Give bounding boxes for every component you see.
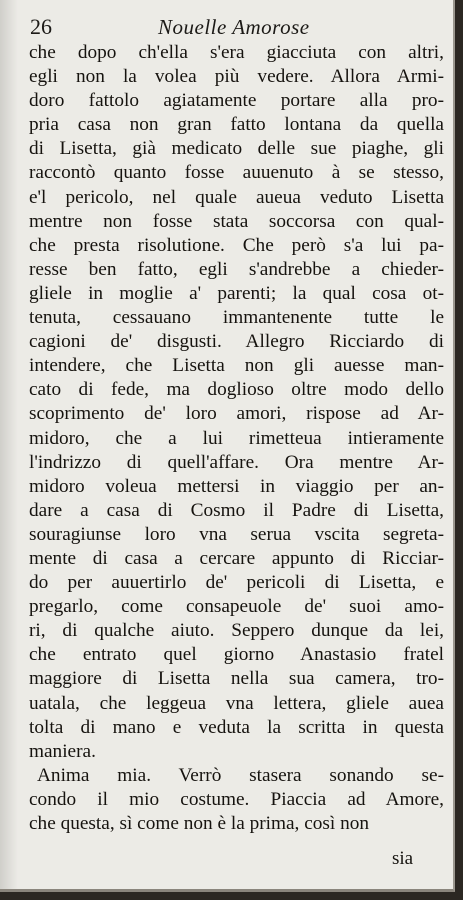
page-header [30, 14, 440, 44]
text-line: mente di casa a cercare appunto di Ricciar- [29, 547, 444, 569]
text-line: egli non la volea più vedere. Allora Armi- [29, 66, 444, 88]
text-line: souragiunse loro vna serua vscita segreta- [29, 523, 444, 545]
text-line: che questa, sì come non è la prima, così non [29, 813, 370, 834]
text-line: intendere, che Lisetta non gli auesse man- [29, 355, 444, 377]
text-line: l'indrizzo di quell'affare. Ora mentre Ar- [29, 451, 444, 473]
body-text [29, 41, 444, 836]
text-line: che dopo ch'ella s'era giacciuta con altri, [29, 42, 444, 63]
text-line: dare a casa di Cosmo il Padre di Lisetta, [29, 499, 444, 521]
text-line: scoprimento de' loro amori, rispose ad Ar- [29, 403, 444, 425]
text-line: pria casa non gran fatto lontana da quella [29, 114, 444, 136]
text-line: Anima mia. Verrò stasera sonando se- [37, 764, 444, 786]
text-line: do per auuertirlo de' pericoli di Lisetta, e [29, 572, 444, 594]
text-line: che entrato quel giorno Anastasio fratel [29, 644, 444, 666]
text-line: di Lisetta, già medicato delle sue piaghe, gli [29, 138, 444, 160]
text-line: maniera. [29, 740, 96, 762]
text-line: resse ben fatto, egli s'andrebbe a chieder- [29, 258, 444, 280]
running-title: Nouelle Amorose [158, 15, 310, 39]
text-line: maggiore di Lisetta nella sua camera, tro- [29, 668, 444, 690]
text-line: cato di fede, ma doglioso oltre modo dello [29, 379, 444, 401]
text-line: midoro voleua mettersi in viaggio per an- [29, 475, 444, 497]
text-line: doro fattolo agiatamente portare alla pro- [29, 90, 444, 112]
text-line: pregarlo, come consapeuole de' suoi amo- [29, 596, 444, 618]
catchword: sia [392, 848, 414, 869]
text-line: e'l pericolo, nel quale aueua veduto Lisetta [29, 186, 444, 208]
text-line: tenuta, cessauano immantenente tutte le [29, 307, 444, 329]
text-line: tolta di mano e veduta la scritta in questa [29, 716, 444, 738]
text-line: midoro, che a lui rimetteua intieramente [29, 427, 444, 449]
text-line: uatala, che leggeua vna lettera, gliele auea [29, 692, 444, 714]
text-line: ri, di qualche aiuto. Seppero dunque da lei, [29, 620, 444, 642]
text-line: mentre non fosse stata soccorsa con qual- [29, 210, 444, 232]
gutter-shadow [0, 0, 18, 889]
text-line: gliele in moglie a' parenti; la qual cosa ot- [29, 282, 444, 304]
text-line: condo il mio costume. Piaccia ad Amore, [29, 788, 444, 810]
text-line: che presta risolutione. Che però s'a lui pa- [29, 234, 444, 256]
page-number: 26 [30, 14, 52, 39]
text-line: raccontò quanto fosse auuenuto à se stesso, [29, 162, 444, 184]
text-line: cagioni de' disgusti. Allegro Ricciardo di [29, 331, 444, 353]
